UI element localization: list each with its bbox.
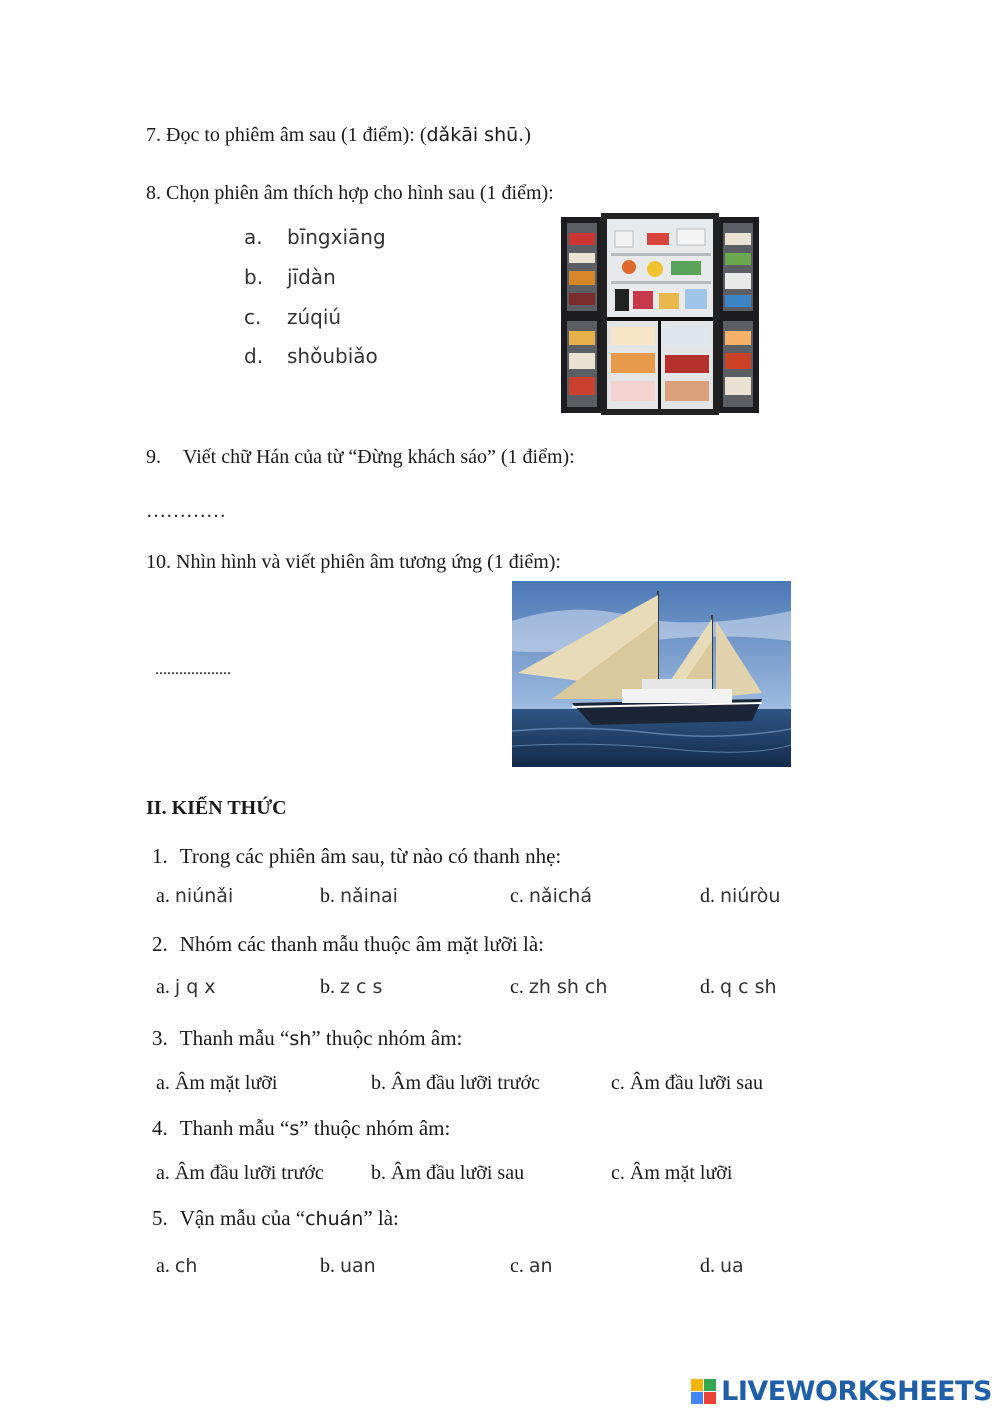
q2-option-d[interactable] [700,976,777,999]
option-value: Âm đầu lưỡi trước [174,1162,324,1184]
question-term: s [289,1118,300,1140]
option-value: ch [174,1255,198,1277]
option-value: Âm đầu lưỡi sau [629,1072,763,1094]
question-number: 5. [152,1206,168,1230]
q3-option-a[interactable] [156,1072,277,1095]
section-2-question-5 [152,1206,399,1231]
question-7-close: ) [524,124,531,146]
option-letter: a. [156,1072,170,1094]
option-value: q c sh [720,976,777,998]
sailboat-image [512,581,791,767]
brand-name: LIVEWORKSHEETS [721,1376,992,1407]
option-letter: c. [510,976,524,998]
option-letter: d. [244,344,264,368]
question-text: Thanh mẫu “ [179,1026,290,1050]
question-8 [146,182,554,205]
question-10-text: 10. Nhìn hình và viết phiên âm tương ứng (1 điểm): [146,551,561,573]
question-7-text: 7. Đọc to phiêm âm sau (1 điểm): ( [146,124,427,146]
option-value: zh sh ch [528,976,608,998]
question-text: Trong các phiên âm sau, từ nào có thanh nhẹ: [179,844,562,868]
question-9-answer-blank[interactable] [146,500,226,523]
option-value: jīdàn [287,265,336,289]
q5-option-d[interactable] [700,1255,744,1278]
option-d[interactable] [244,344,378,368]
answer-dots: ................... [155,661,231,678]
option-letter: b. [371,1072,386,1094]
section-2-question-4 [152,1116,450,1141]
section-2-title: II. KIẾN THỨC [146,797,287,819]
question-text: Nhóm các thanh mẫu thuộc âm mặt lưỡi là: [179,932,544,956]
question-10-answer-blank[interactable] [155,661,231,679]
option-letter: a. [156,976,170,998]
option-letter: b. [320,885,335,907]
q1-option-c[interactable] [510,885,592,908]
option-value: nǎinai [340,885,398,907]
answer-dots: ………… [146,500,226,522]
option-letter: a. [156,1162,170,1184]
q2-option-c[interactable] [510,976,607,999]
q4-option-b[interactable] [371,1162,524,1185]
question-term: chuán [305,1208,364,1230]
section-2-question-1 [152,844,561,869]
option-letter: c. [611,1072,625,1094]
q4-option-a[interactable] [156,1162,324,1185]
option-value: z c s [340,976,383,998]
q3-option-c[interactable] [611,1072,763,1095]
question-7 [146,124,531,147]
q5-option-b[interactable] [320,1255,376,1278]
question-9-text: Viết chữ Hán của từ “Đừng khách sáo” (1 điểm): [183,446,575,468]
option-letter: c. [510,885,524,907]
q5-option-c[interactable] [510,1255,553,1278]
option-value: Âm mặt lưỡi [629,1162,733,1184]
question-text-end: ” thuộc nhóm âm: [311,1026,463,1050]
option-value: bīngxiāng [287,225,386,249]
question-10 [146,551,561,574]
question-number: 4. [152,1116,168,1140]
logo-blocks-icon [691,1379,717,1405]
option-value: Âm mặt lưỡi [174,1072,278,1094]
question-text: Thanh mẫu “ [179,1116,290,1140]
liveworksheets-logo[interactable] [691,1376,992,1407]
q1-option-a[interactable] [156,885,233,908]
option-letter: a. [244,225,263,249]
question-term: sh [289,1028,312,1050]
question-9 [146,446,575,469]
q3-option-b[interactable] [371,1072,540,1095]
q1-option-d[interactable] [700,885,780,908]
question-number: 3. [152,1026,168,1050]
option-b[interactable] [244,265,336,289]
option-value: Âm đầu lưỡi sau [391,1162,525,1184]
option-letter: a. [156,885,170,907]
option-value: niúròu [720,885,781,907]
option-a[interactable] [244,225,386,249]
option-letter: c. [510,1255,524,1277]
q1-option-b[interactable] [320,885,398,908]
q5-option-a[interactable] [156,1255,197,1278]
option-letter: c. [611,1162,625,1184]
option-letter: d. [700,885,715,907]
option-letter: a. [156,1255,170,1277]
question-text-end: ” là: [363,1206,399,1230]
option-value: ua [720,1255,744,1277]
option-value: uan [340,1255,376,1277]
section-2-question-3 [152,1026,462,1051]
q4-option-c[interactable] [611,1162,732,1185]
question-number: 1. [152,844,168,868]
option-letter: b. [320,976,335,998]
question-8-text: 8. Chọn phiên âm thích hợp cho hình sau (1 điểm): [146,182,554,204]
question-text: Vận mẫu của “ [179,1206,306,1230]
option-letter: b. [371,1162,386,1184]
option-c[interactable] [244,305,342,329]
question-9-number: 9. [146,446,161,468]
option-letter: d. [700,976,715,998]
option-letter: c. [244,305,262,329]
question-text-end: ” thuộc nhóm âm: [299,1116,451,1140]
q2-option-b[interactable] [320,976,382,999]
option-value: niúnǎi [174,885,234,907]
question-7-pinyin: dǎkāi shū. [426,124,525,146]
option-value: Âm đầu lưỡi trước [391,1072,540,1094]
question-number: 2. [152,932,168,956]
option-value: zúqiú [287,305,342,329]
option-value: j q x [174,976,216,998]
q2-option-a[interactable] [156,976,216,999]
option-letter: d. [700,1255,715,1277]
option-letter: b. [320,1255,335,1277]
refrigerator-image [559,213,761,415]
option-value: an [528,1255,553,1277]
option-value: nǎichá [528,885,592,907]
section-2-question-2 [152,932,544,957]
option-letter: b. [244,265,264,289]
option-value: shǒubiǎo [287,344,378,368]
